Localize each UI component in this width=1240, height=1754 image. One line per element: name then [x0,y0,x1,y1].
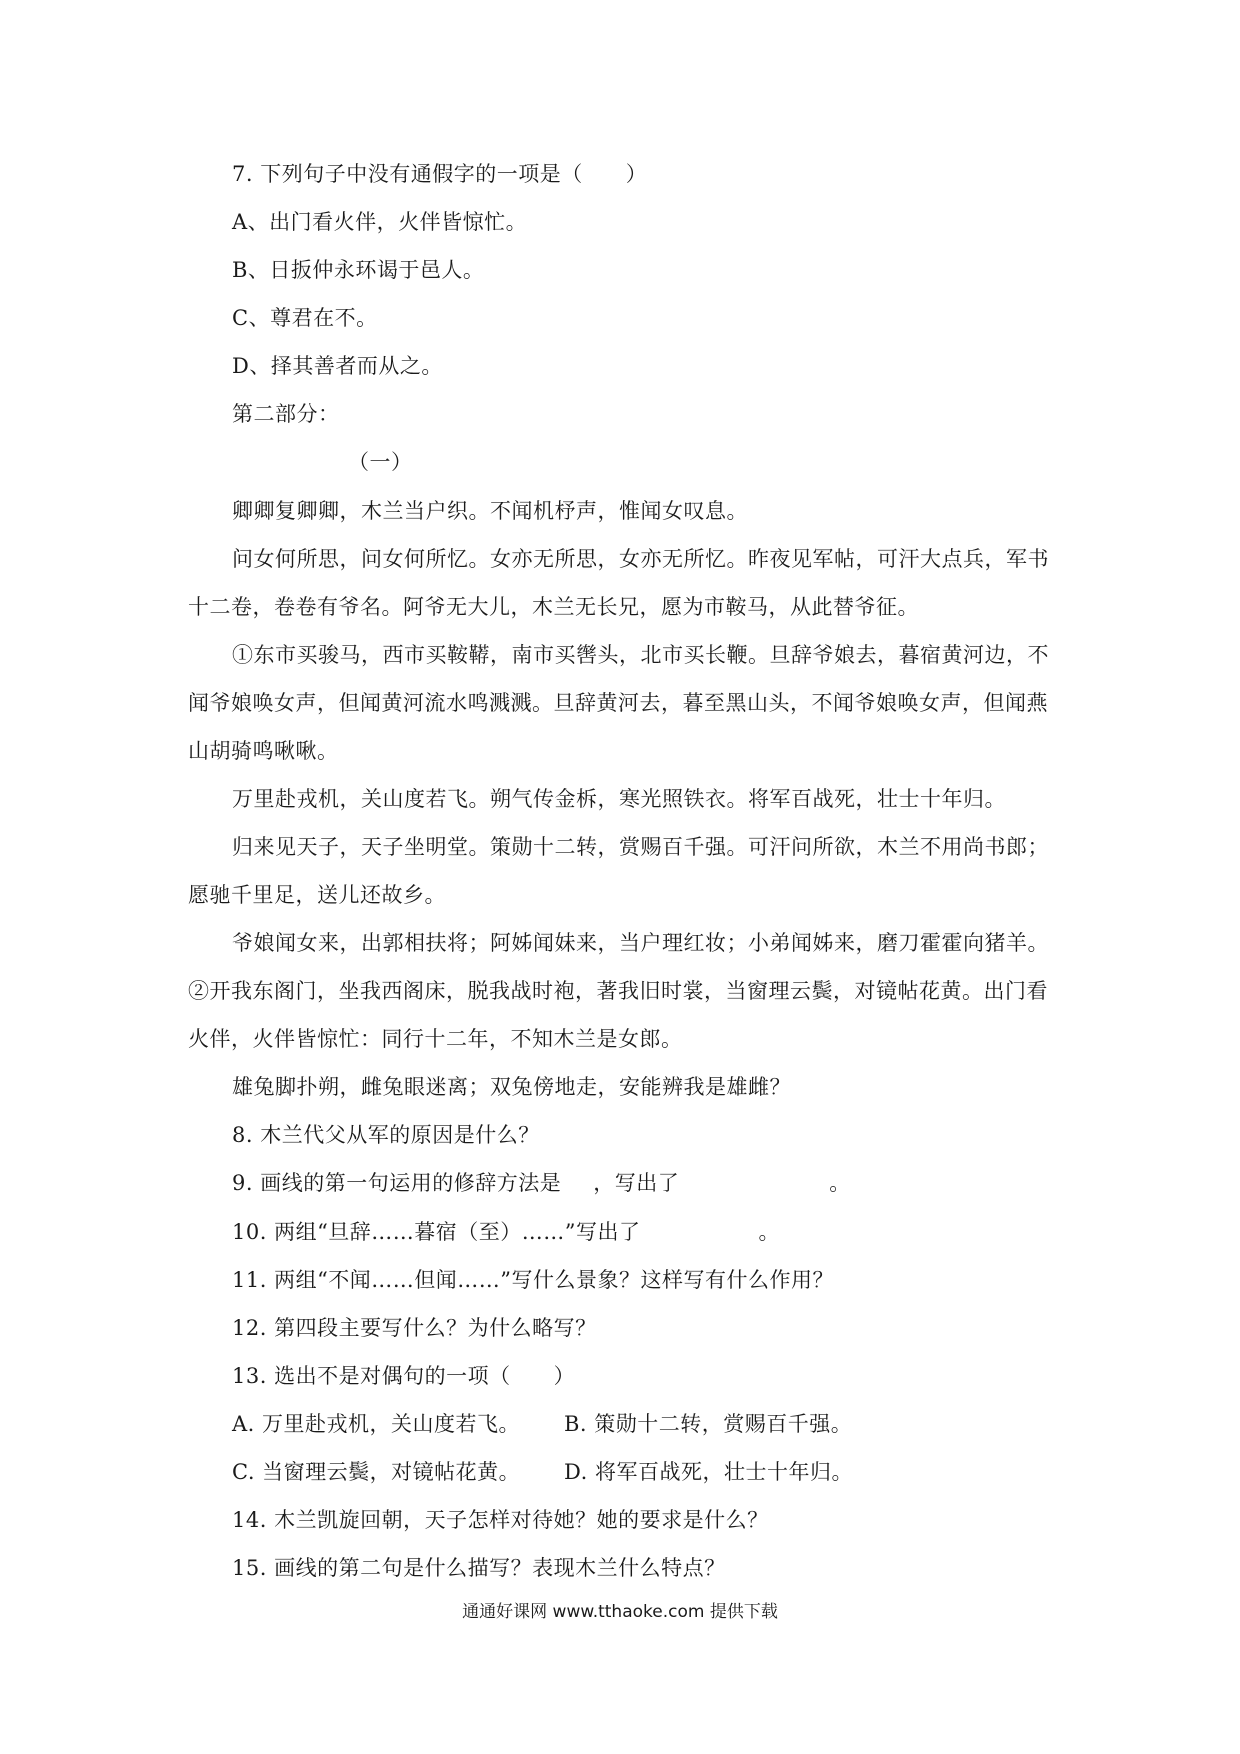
poem-para-6-line-2: ②开我东阁门，坐我西阁床，脱我战时袍，著我旧时裳，当窗理云鬓，对镜帖花黄。出门看 [188,979,1048,1003]
question-9-middle: ，写出了 [593,1171,680,1195]
poem-para-5-line-1: 归来见天子，天子坐明堂。策勋十二转，赏赐百千强。可汗问所欲，木兰不用尚书郎； [232,835,1049,859]
page-footer: 通通好课网 www.tthaoke.com 提供下载 [462,1602,778,1622]
poem-para-2-line-1: 问女何所思，问女何所忆。女亦无所思，女亦无所忆。昨夜见军帖，可汗大点兵，军书 [232,547,1049,571]
question-7-stem: 7. 下列句子中没有通假字的一项是（ ） [232,162,648,186]
question-8: 8. 木兰代父从军的原因是什么？ [232,1123,540,1147]
poem-para-3-line-1: ①东市买骏马，西市买鞍鞯，南市买辔头，北市买长鞭。旦辞爷娘去，暮宿黄河边，不 [232,643,1049,667]
poem-para-7: 雄兔脚扑朔，雌兔眼迷离；双兔傍地走，安能辨我是雄雌？ [232,1075,791,1099]
poem-para-6-line-1: 爷娘闻女来，出郭相扶将；阿姊闻妹来，当户理红妆；小弟闻姊来，磨刀霍霍向猪羊。 [232,931,1049,955]
section-one-heading: （一） [348,450,413,474]
question-13-option-c: C. 当窗理云鬓，对镜帖花黄。 [232,1460,521,1484]
poem-para-4: 万里赴戎机，关山度若飞。朔气传金柝，寒光照铁衣。将军百战死，壮士十年归。 [232,787,1006,811]
question-7-option-c: C、尊君在不。 [232,306,378,330]
question-13-option-a: A. 万里赴戎机，关山度若飞。 [232,1412,521,1436]
question-10-prefix: 10. 两组“旦辞……暮宿（至）……”写出了 [232,1220,641,1244]
question-13-option-d: D. 将军百战死，壮士十年归。 [564,1460,853,1484]
poem-para-5-line-2: 愿驰千里足，送儿还故乡。 [188,883,446,907]
poem-para-3-line-2: 闻爷娘唤女声，但闻黄河流水鸣溅溅。旦辞黄河去，暮至黑山头，不闻爷娘唤女声，但闻燕 [188,691,1048,715]
question-10-end: 。 [758,1220,781,1244]
question-13-option-b: B. 策勋十二转，赏赐百千强。 [564,1412,853,1436]
question-7-option-a: A、出门看火伴，火伴皆惊忙。 [232,210,528,234]
part-two-heading: 第二部分： [232,402,340,426]
question-10 [232,1218,780,1246]
question-7-option-b: B、日扳仲永环谒于邑人。 [232,258,485,282]
question-7-option-d: D、择其善者而从之。 [232,354,443,378]
question-9-prefix: 9. 画线的第一句运用的修辞方法是 [232,1171,562,1195]
question-13-stem: 13. 选出不是对偶句的一项（ ） [232,1364,576,1388]
poem-para-6-line-3: 火伴，火伴皆惊忙：同行十二年，不知木兰是女郎。 [188,1027,683,1051]
poem-para-2-line-2: 十二卷，卷卷有爷名。阿爷无大儿，木兰无长兄，愿为市鞍马，从此替爷征。 [188,595,919,619]
question-12: 12. 第四段主要写什么？为什么略写？ [232,1316,597,1340]
question-13-options-row-2 [232,1458,853,1486]
question-14: 14. 木兰凯旋回朝，天子怎样对待她？她的要求是什么？ [232,1508,769,1532]
question-11: 11. 两组“不闻……但闻……”写什么景象？这样写有什么作用？ [232,1268,835,1292]
question-13-options-row-1 [232,1410,852,1438]
question-9-end: 。 [829,1171,851,1195]
poem-para-1: 卿卿复卿卿，木兰当户织。不闻机杼声，惟闻女叹息。 [232,499,748,523]
question-15: 15. 画线的第二句是什么描写？表现木兰什么特点？ [232,1556,726,1580]
poem-para-3-line-3: 山胡骑鸣啾啾。 [188,739,339,763]
question-9 [232,1169,851,1197]
